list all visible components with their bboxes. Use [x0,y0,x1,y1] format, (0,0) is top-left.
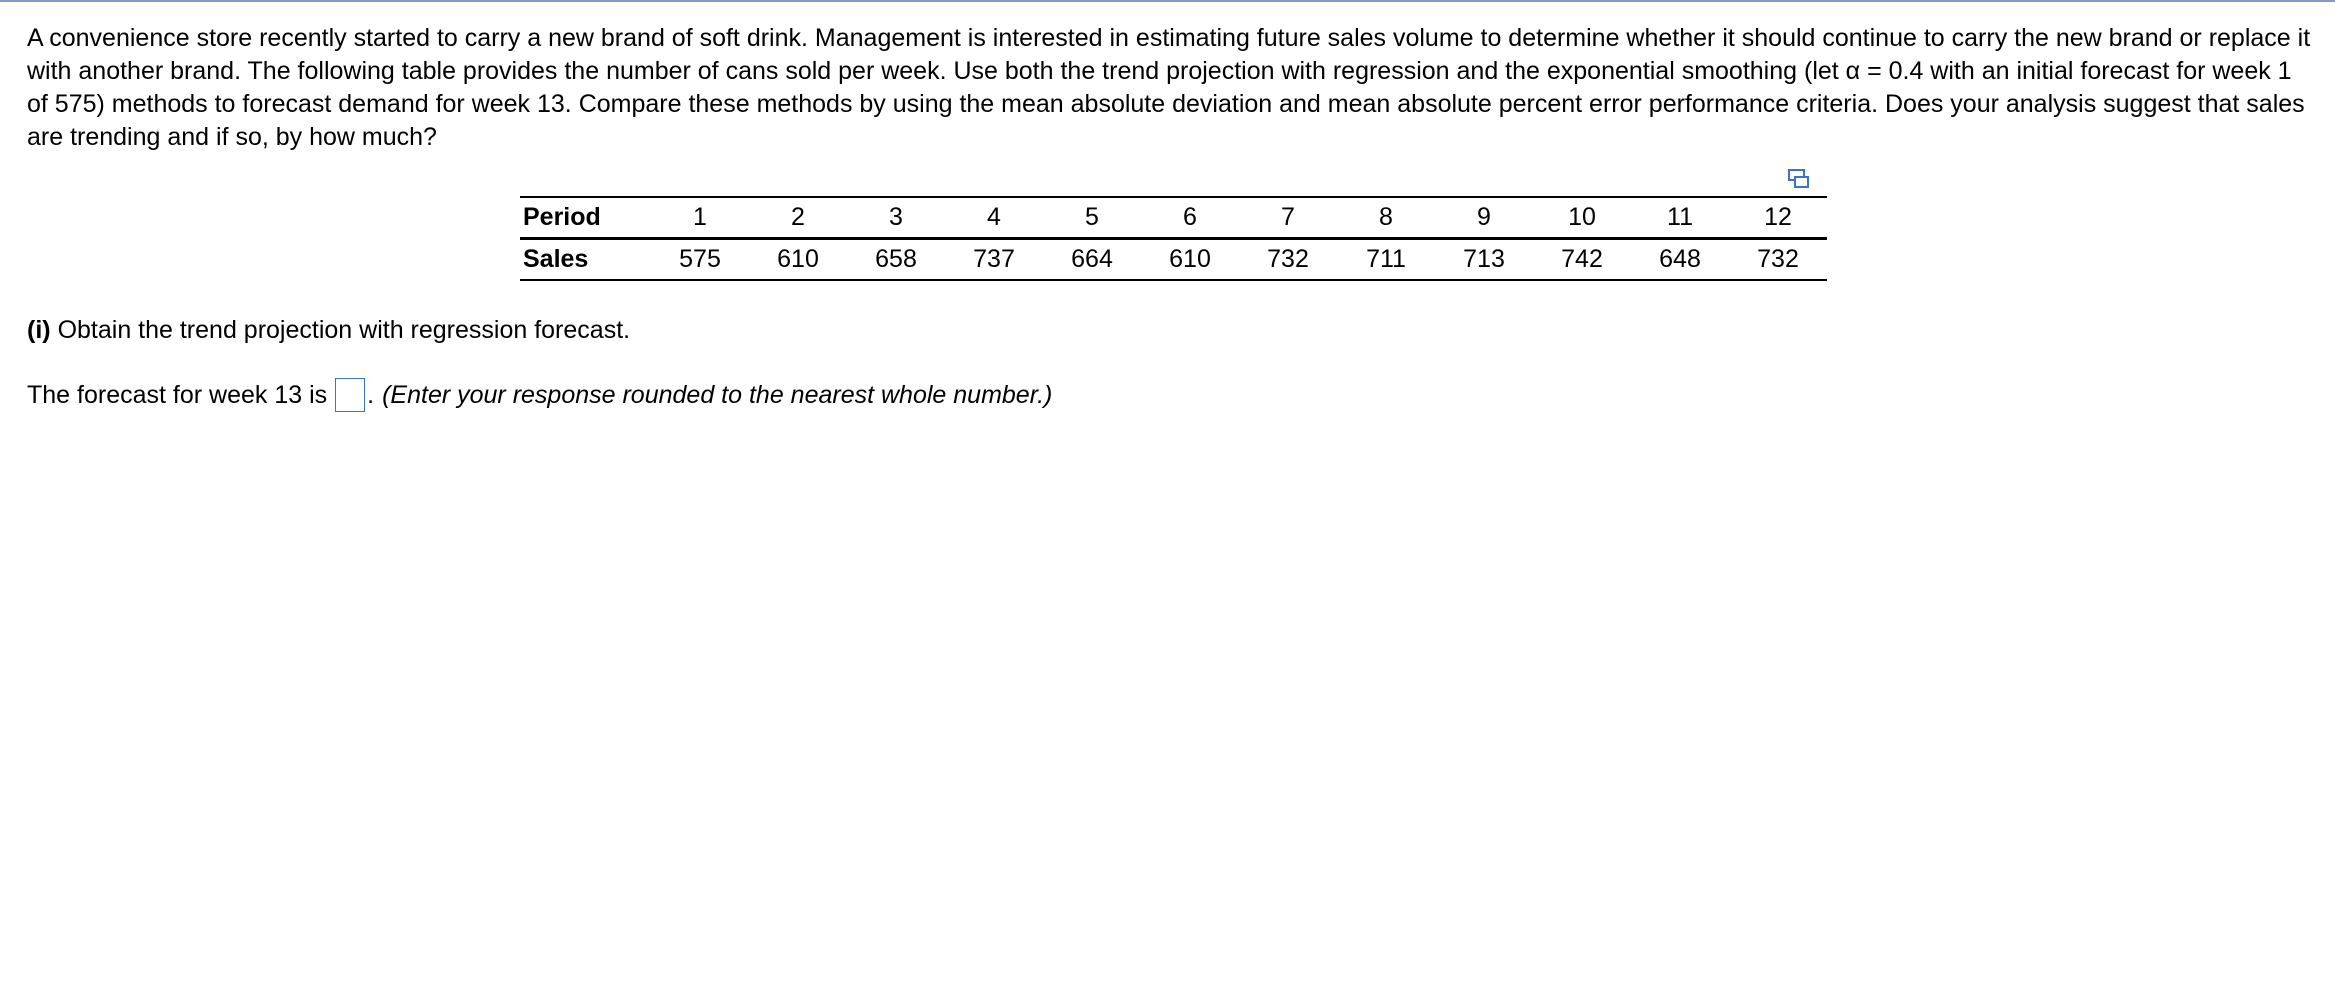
answer-suffix: . [367,381,375,409]
sales-table [520,196,1827,281]
period-cell: 4 [945,197,1043,239]
sales-cell: 575 [651,239,749,281]
period-cell: 9 [1435,197,1533,239]
period-cell: 2 [749,197,847,239]
period-cell: 7 [1239,197,1337,239]
period-cell: 12 [1729,197,1827,239]
sales-cell: 648 [1631,239,1729,281]
sales-cell: 610 [1141,239,1239,281]
sales-cell: 732 [1729,239,1827,281]
period-cell: 3 [847,197,945,239]
sales-cell: 664 [1043,239,1141,281]
part-number: (i) [27,316,51,344]
sales-cell: 742 [1533,239,1631,281]
period-cell: 8 [1337,197,1435,239]
top-rule [0,0,2335,2]
copy-table-icon[interactable] [1787,168,1811,190]
sales-cell: 713 [1435,239,1533,281]
answer-hint: (Enter your response rounded to the nearest whole number.) [382,381,1053,409]
forecast-answer-input[interactable] [335,378,365,412]
sales-cell: 732 [1239,239,1337,281]
part-text: Obtain the trend projection with regression forecast. [57,316,631,344]
sales-cell: 711 [1337,239,1435,281]
period-cell: 6 [1141,197,1239,239]
sales-cell: 610 [749,239,847,281]
part-instruction [27,314,2317,347]
sales-header: Sales [520,239,651,281]
answer-prefix: The forecast for week 13 is [27,381,328,409]
sales-cell: 737 [945,239,1043,281]
period-header: Period [520,197,651,239]
sales-row [520,239,1827,281]
question-text: A convenience store recently started to carry a new brand of soft drink. Management is interested in estimating future sales volume to determine whether it should continue to carry the new brand or replace it with another brand. The following table provides the number of cans sold per week. Use both the trend projection with regression and the exponential smoothing (let α = 0.4 with an initial forecast for week 1 of 575) methods to forecast demand for week 13. Compare these methods by using the mean absolute deviation and mean absolute percent error performance criteria. Does your analysis suggest that sales are trending and if so, by how much? [27,24,2311,151]
period-cell: 5 [1043,197,1141,239]
sales-cell: 658 [847,239,945,281]
answer-line [27,377,2317,413]
period-cell: 10 [1533,197,1631,239]
period-cell: 11 [1631,197,1729,239]
table-container [27,168,2317,286]
question-page [27,22,2317,413]
period-row [520,197,1827,239]
period-cell: 1 [651,197,749,239]
